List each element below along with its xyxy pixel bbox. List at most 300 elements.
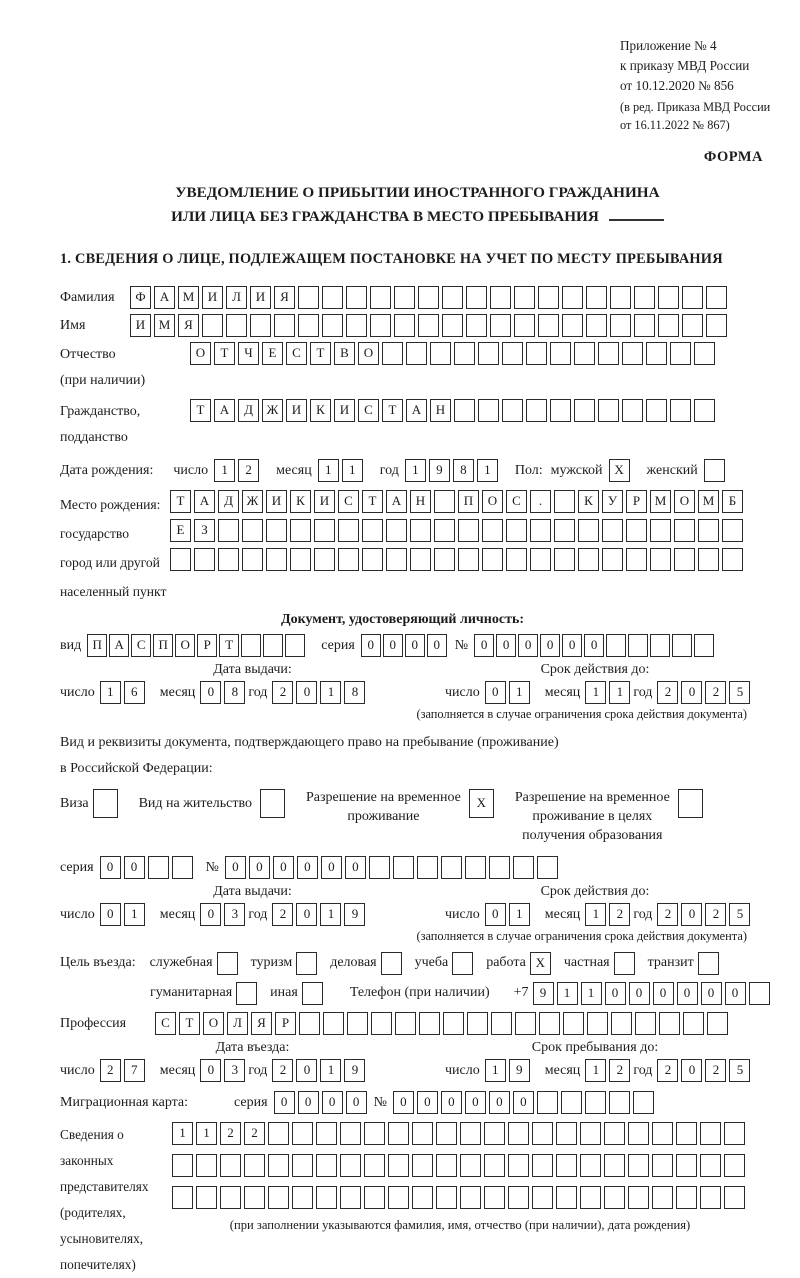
char-box: [316, 1122, 337, 1145]
char-box: [410, 548, 431, 571]
char-box: И: [286, 399, 307, 422]
char-box: [626, 519, 647, 542]
char-box: [538, 314, 559, 337]
patronymic-label: Отчество (при наличии): [60, 346, 146, 388]
char-box: А: [194, 490, 215, 513]
char-box: [419, 1012, 440, 1035]
birth-month-boxes: [318, 459, 366, 482]
char-box: [652, 1122, 673, 1145]
char-box: К: [310, 399, 331, 422]
char-box: [148, 856, 169, 879]
char-box: [371, 1012, 392, 1035]
char-box: [537, 1091, 558, 1114]
char-box: Р: [275, 1012, 296, 1035]
char-box: [554, 519, 575, 542]
char-box: 0: [200, 681, 221, 704]
char-box: [580, 1122, 601, 1145]
char-box: [514, 286, 535, 309]
char-box: 0: [681, 903, 702, 926]
char-box: 1: [477, 459, 498, 482]
char-box: [659, 1012, 680, 1035]
entry-date-headings: [60, 1040, 775, 1056]
sex-male-checkbox: X: [609, 459, 630, 482]
char-box: [609, 1091, 630, 1114]
entry-dates-row: [60, 1059, 775, 1082]
char-box: О: [175, 634, 195, 657]
char-box: 1: [405, 459, 426, 482]
char-box: 0: [513, 1091, 534, 1114]
char-box: 6: [124, 681, 145, 704]
char-box: [298, 286, 319, 309]
char-box: 9: [533, 982, 554, 1005]
annex-line: к приказу МВД России: [620, 57, 750, 73]
char-box: И: [334, 399, 355, 422]
char-box: 3: [224, 1059, 245, 1082]
char-box: [530, 519, 551, 542]
char-box: [382, 342, 403, 365]
char-box: [506, 548, 527, 571]
res-doc-options: [60, 789, 775, 846]
char-box: 0: [465, 1091, 486, 1114]
char-box: [658, 286, 679, 309]
char-box: [364, 1186, 385, 1209]
res-doc-dates-row: [60, 903, 775, 926]
char-box: [292, 1186, 313, 1209]
char-box: [650, 634, 670, 657]
char-box: [418, 286, 439, 309]
purpose-private-checkbox: [614, 952, 635, 975]
char-box: [242, 548, 263, 571]
char-box: О: [190, 342, 211, 365]
birthplace-row: [60, 490, 775, 606]
char-box: 0: [273, 856, 294, 879]
char-box: М: [650, 490, 671, 513]
annex-line: Приложение № 4: [620, 38, 717, 53]
char-box: Т: [219, 634, 239, 657]
char-box: 1: [196, 1122, 217, 1145]
char-box: [362, 519, 383, 542]
birthplace-line2: [170, 519, 746, 542]
char-box: [434, 490, 455, 513]
char-box: 0: [485, 903, 506, 926]
char-box: [268, 1154, 289, 1177]
annex-reference: [620, 36, 775, 135]
form-title-line2: ИЛИ ЛИЦА БЕЗ ГРАЖДАНСТВА В МЕСТО ПРЕБЫВАНИЯ: [171, 207, 599, 225]
name-row: [60, 314, 775, 337]
char-box: 1: [320, 1059, 341, 1082]
char-box: 1: [342, 459, 363, 482]
char-box: Е: [262, 342, 283, 365]
char-box: [460, 1122, 481, 1145]
char-box: [506, 519, 527, 542]
res-number-boxes: [225, 856, 561, 879]
char-box: [538, 286, 559, 309]
char-box: [707, 1012, 728, 1035]
char-box: [370, 286, 391, 309]
char-box: [490, 286, 511, 309]
char-box: [263, 634, 283, 657]
char-box: [508, 1122, 529, 1145]
char-box: 0: [405, 634, 425, 657]
char-box: 1: [585, 1059, 606, 1082]
birthplace-line1: [170, 490, 746, 513]
char-box: 2: [705, 681, 726, 704]
char-box: [683, 1012, 704, 1035]
char-box: [635, 1012, 656, 1035]
char-box: [602, 519, 623, 542]
char-box: 0: [100, 856, 121, 879]
char-box: 0: [629, 982, 650, 1005]
char-box: [550, 342, 571, 365]
char-box: [652, 1154, 673, 1177]
char-box: [370, 314, 391, 337]
char-box: 1: [172, 1122, 193, 1145]
char-box: Ф: [130, 286, 151, 309]
profession-boxes: [155, 1012, 731, 1035]
char-box: [502, 342, 523, 365]
char-box: 2: [272, 681, 293, 704]
surname-label: Фамилия: [60, 289, 115, 305]
char-box: 5: [729, 681, 750, 704]
char-box: Т: [362, 490, 383, 513]
char-box: [658, 314, 679, 337]
char-box: [388, 1186, 409, 1209]
char-box: [242, 519, 263, 542]
char-box: [172, 1154, 193, 1177]
entry-date-heading: Дата въезда:: [215, 1039, 290, 1055]
char-box: [670, 399, 691, 422]
char-box: [622, 399, 643, 422]
char-box: [650, 519, 671, 542]
char-box: [484, 1186, 505, 1209]
char-box: [526, 342, 547, 365]
char-box: К: [290, 490, 311, 513]
char-box: [670, 342, 691, 365]
char-box: [676, 1154, 697, 1177]
char-box: 0: [474, 634, 494, 657]
char-box: 1: [585, 903, 606, 926]
char-box: И: [314, 490, 335, 513]
vid-boxes: [87, 634, 307, 657]
purpose-official-checkbox: [217, 952, 238, 975]
char-box: 2: [705, 903, 726, 926]
char-box: Е: [170, 519, 191, 542]
migration-card-label: Миграционная карта:: [60, 1094, 189, 1110]
sex-label: Пол:: [514, 462, 543, 478]
char-box: 9: [429, 459, 450, 482]
char-box: 0: [605, 982, 626, 1005]
char-box: [700, 1122, 721, 1145]
char-box: Л: [226, 286, 247, 309]
char-box: [395, 1012, 416, 1035]
res-doc-series-row: [60, 856, 775, 879]
char-box: [430, 342, 451, 365]
char-box: [364, 1122, 385, 1145]
char-box: [598, 342, 619, 365]
char-box: [606, 634, 626, 657]
char-box: [322, 286, 343, 309]
migration-series-boxes: [274, 1091, 370, 1114]
char-box: [539, 1012, 560, 1035]
purpose-tourism-checkbox: [296, 952, 317, 975]
char-box: С: [358, 399, 379, 422]
char-box: 0: [296, 681, 317, 704]
char-box: 0: [489, 1091, 510, 1114]
surname-row: [60, 286, 775, 309]
char-box: [532, 1122, 553, 1145]
char-box: Я: [178, 314, 199, 337]
char-box: [436, 1186, 457, 1209]
representatives-boxes: [172, 1122, 748, 1233]
char-box: [266, 519, 287, 542]
char-box: Т: [310, 342, 331, 365]
char-box: [220, 1154, 241, 1177]
char-box: [346, 314, 367, 337]
char-box: 1: [509, 903, 530, 926]
char-box: 1: [100, 681, 121, 704]
char-box: [394, 314, 415, 337]
phone-boxes: [533, 982, 773, 1005]
char-box: [443, 1012, 464, 1035]
char-box: 1: [581, 982, 602, 1005]
char-box: [604, 1154, 625, 1177]
char-box: 0: [249, 856, 270, 879]
char-box: 0: [427, 634, 447, 657]
char-box: [347, 1012, 368, 1035]
char-box: С: [155, 1012, 176, 1035]
char-box: 0: [200, 903, 221, 926]
char-box: [604, 1186, 625, 1209]
char-box: [694, 342, 715, 365]
annex-line: от 10.12.2020 № 856: [620, 77, 734, 93]
char-box: [290, 519, 311, 542]
char-box: 9: [344, 903, 365, 926]
char-box: [556, 1122, 577, 1145]
id-doc-dates-row: [60, 681, 775, 704]
char-box: Я: [251, 1012, 272, 1035]
char-box: [388, 1122, 409, 1145]
res-doc-date-headings: [60, 884, 775, 900]
phone-prefix: +7: [513, 985, 529, 1000]
char-box: С: [286, 342, 307, 365]
char-box: 8: [453, 459, 474, 482]
number-label: №: [373, 1094, 387, 1110]
char-box: [393, 856, 414, 879]
char-box: 0: [346, 1091, 367, 1114]
res-expiry-date: число 0 1 месяц 1 2 год 2 0 2 5: [445, 903, 753, 926]
res-doc-intro1: Вид и реквизиты документа, подтверждающего право на пребывание (проживание): [60, 734, 559, 750]
char-box: [628, 1122, 649, 1145]
char-box: [386, 548, 407, 571]
char-box: [290, 548, 311, 571]
birthplace-label: Место рождения: государство город или другой населенный пункт: [60, 496, 167, 599]
char-box: 0: [417, 1091, 438, 1114]
char-box: О: [203, 1012, 224, 1035]
annex-amendment-note: (в ред. Приказа МВД России от 16.11.2022 № 867): [620, 100, 771, 133]
res-doc-note: (заполняется в случае ограничения срока действия документа): [416, 928, 747, 943]
char-box: Ч: [238, 342, 259, 365]
char-box: [466, 286, 487, 309]
char-box: [580, 1154, 601, 1177]
char-box: [484, 1122, 505, 1145]
id-doc-date-headings: [60, 662, 775, 678]
series-label: серия: [321, 637, 355, 653]
char-box: [364, 1154, 385, 1177]
char-box: [698, 548, 719, 571]
char-box: 2: [657, 1059, 678, 1082]
char-box: [442, 286, 463, 309]
year-label: год: [379, 462, 399, 478]
char-box: [442, 314, 463, 337]
char-box: М: [698, 490, 719, 513]
char-box: У: [602, 490, 623, 513]
char-box: 3: [224, 903, 245, 926]
char-box: 0: [297, 856, 318, 879]
char-box: Л: [227, 1012, 248, 1035]
char-box: 0: [496, 634, 516, 657]
char-box: [340, 1122, 361, 1145]
char-box: [244, 1154, 265, 1177]
char-box: [676, 1186, 697, 1209]
char-box: 0: [321, 856, 342, 879]
id-issue-date: число 1 6 месяц 0 8 год 2 0 1 8: [60, 681, 445, 704]
birthdate-label: Дата рождения:: [60, 462, 154, 478]
char-box: [285, 634, 305, 657]
char-box: [554, 548, 575, 571]
char-box: 0: [361, 634, 381, 657]
char-box: [196, 1154, 217, 1177]
char-box: 1: [609, 681, 630, 704]
char-box: 9: [509, 1059, 530, 1082]
patronymic-boxes: [190, 342, 718, 365]
char-box: 2: [657, 903, 678, 926]
char-box: [196, 1186, 217, 1209]
char-box: Ж: [242, 490, 263, 513]
char-box: [316, 1154, 337, 1177]
char-box: 2: [244, 1122, 265, 1145]
char-box: [410, 519, 431, 542]
char-box: [610, 286, 631, 309]
char-box: [508, 1154, 529, 1177]
char-box: [299, 1012, 320, 1035]
char-box: [489, 856, 510, 879]
char-box: М: [178, 286, 199, 309]
char-box: 0: [677, 982, 698, 1005]
char-box: Т: [170, 490, 191, 513]
char-box: [314, 548, 335, 571]
char-box: [554, 490, 575, 513]
char-box: 1: [557, 982, 578, 1005]
number-label: №: [454, 637, 469, 653]
char-box: Т: [214, 342, 235, 365]
char-box: [586, 286, 607, 309]
char-box: [698, 519, 719, 542]
char-box: [244, 1186, 265, 1209]
char-box: [482, 519, 503, 542]
purpose-transit-checkbox: [698, 952, 719, 975]
char-box: А: [386, 490, 407, 513]
migration-number-boxes: [393, 1091, 657, 1114]
char-box: [417, 856, 438, 879]
char-box: [598, 399, 619, 422]
char-box: [724, 1186, 745, 1209]
char-box: Т: [382, 399, 403, 422]
char-box: [202, 314, 223, 337]
char-box: [550, 399, 571, 422]
title-blank-line: [609, 205, 664, 221]
option-visa: Виза: [60, 789, 121, 818]
char-box: 0: [725, 982, 746, 1005]
id-series-boxes: [361, 634, 449, 657]
char-box: [585, 1091, 606, 1114]
char-box: 0: [393, 1091, 414, 1114]
residence-checkbox: [260, 789, 285, 818]
char-box: [700, 1154, 721, 1177]
citizenship-row: [60, 399, 775, 451]
patronymic-row: [60, 342, 775, 394]
char-box: Д: [238, 399, 259, 422]
char-box: [369, 856, 390, 879]
id-doc-note: (заполняется в случае ограничения срока действия документа): [416, 706, 747, 721]
char-box: [170, 548, 191, 571]
entry-date: число 2 7 месяц 0 3 год 2 0 1 9: [60, 1059, 445, 1082]
char-box: [465, 856, 486, 879]
id-doc-row: [60, 634, 775, 657]
char-box: [314, 519, 335, 542]
char-box: [694, 399, 715, 422]
char-box: [532, 1186, 553, 1209]
char-box: [482, 548, 503, 571]
char-box: [578, 519, 599, 542]
char-box: [722, 519, 743, 542]
char-box: [346, 286, 367, 309]
char-box: [556, 1186, 577, 1209]
char-box: 0: [701, 982, 722, 1005]
char-box: 0: [296, 1059, 317, 1082]
char-box: [220, 1186, 241, 1209]
char-box: 5: [729, 903, 750, 926]
purpose-humanitarian-checkbox: [236, 982, 257, 1005]
char-box: [562, 286, 583, 309]
char-box: [458, 548, 479, 571]
char-box: 0: [681, 1059, 702, 1082]
char-box: 0: [540, 634, 560, 657]
char-box: 8: [344, 681, 365, 704]
char-box: [338, 548, 359, 571]
char-box: [172, 1186, 193, 1209]
char-box: [362, 548, 383, 571]
char-box: Т: [190, 399, 211, 422]
char-box: [436, 1154, 457, 1177]
char-box: 2: [272, 1059, 293, 1082]
temp-residence-checkbox: X: [469, 789, 494, 818]
char-box: [338, 519, 359, 542]
char-box: 1: [509, 681, 530, 704]
char-box: [586, 314, 607, 337]
birthplace-boxes: [170, 490, 746, 577]
char-box: Д: [218, 490, 239, 513]
char-box: [460, 1186, 481, 1209]
char-box: [700, 1186, 721, 1209]
month-label: месяц: [276, 462, 312, 478]
char-box: [340, 1154, 361, 1177]
expiry-date-heading: Срок действия до:: [540, 883, 650, 899]
char-box: П: [153, 634, 173, 657]
char-box: [466, 314, 487, 337]
char-box: [274, 314, 295, 337]
char-box: 5: [729, 1059, 750, 1082]
phone-label: Телефон (при наличии): [349, 985, 490, 1000]
